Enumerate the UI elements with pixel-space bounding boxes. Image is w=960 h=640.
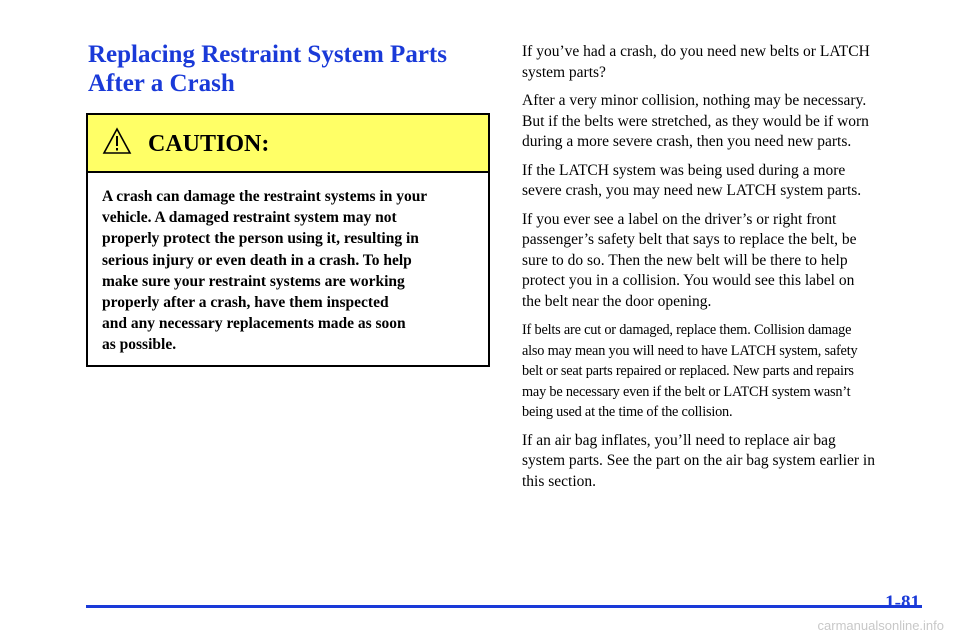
section-title	[88, 40, 488, 98]
caution-header	[88, 115, 488, 173]
body-text-column	[522, 42, 930, 500]
text-line: system parts. See the part on the air bag system earlier in	[522, 452, 875, 469]
text-line: being used at the time of the collision.	[522, 404, 733, 420]
caution-line: properly after a crash, have them inspected	[102, 294, 389, 312]
text-line: belt or seat parts repaired or replaced. New parts and repairs	[522, 363, 854, 379]
text-line: the belt near the door opening.	[522, 292, 712, 310]
text-line: protect you in a collision. You would see this label on	[522, 272, 855, 289]
caution-line: A crash can damage the restraint systems in your	[102, 188, 428, 205]
text-line: severe crash, you may need new LATCH system parts.	[522, 182, 862, 199]
caution-line: and any necessary replacements made as soon	[102, 315, 406, 333]
caution-line: properly protect the person using it, resulting in	[102, 230, 419, 248]
text-line: passenger’s safety belt that says to replace the belt, be	[522, 231, 857, 248]
text-line: If belts are cut or damaged, replace them. Collision damage	[522, 322, 852, 338]
section-title-line: After a Crash	[88, 70, 235, 97]
caution-line: make sure your restraint systems are working	[102, 272, 405, 290]
paragraph	[522, 91, 930, 153]
caution-line: vehicle. A damaged restraint system may not	[102, 209, 397, 227]
text-line: If you’ve had a crash, do you need new belts or LATCH	[522, 43, 870, 60]
footer-rule	[86, 605, 922, 608]
text-line: may be necessary even if the belt or LATCH system wasn’t	[522, 383, 851, 400]
caution-line: as possible.	[102, 336, 177, 354]
text-line: system parts?	[522, 63, 606, 81]
text-line: After a very minor collision, nothing may be necessary.	[522, 92, 867, 109]
text-line: If you ever see a label on the driver’s or right front	[522, 210, 837, 228]
section-title-line: Replacing Restraint System Parts	[88, 41, 447, 68]
paragraph	[522, 42, 930, 83]
caution-line: serious injury or even death in a crash. To help	[102, 251, 412, 269]
watermark: carmanualsonline.info	[817, 618, 944, 633]
paragraph	[522, 320, 930, 423]
page-number: 1-81	[885, 592, 920, 613]
paragraph	[522, 431, 930, 493]
warning-triangle-icon	[102, 127, 132, 155]
text-line: But if the belts were stretched, as they would be if worn	[522, 112, 869, 130]
paragraph	[522, 210, 930, 313]
caution-box	[86, 113, 490, 367]
paragraph	[522, 161, 930, 202]
text-line: If an air bag inflates, you’ll need to replace air bag	[522, 431, 836, 449]
caution-title: CAUTION:	[148, 131, 270, 157]
text-line: during a more severe crash, then you need new parts.	[522, 133, 852, 150]
text-line: sure to do so. Then the new belt will be there to help	[522, 251, 848, 269]
text-line: this section.	[522, 472, 597, 490]
text-line: If the LATCH system was being used during a more	[522, 161, 846, 179]
caution-text	[88, 173, 488, 356]
text-line: also may mean you will need to have LATCH system, safety	[522, 342, 858, 359]
